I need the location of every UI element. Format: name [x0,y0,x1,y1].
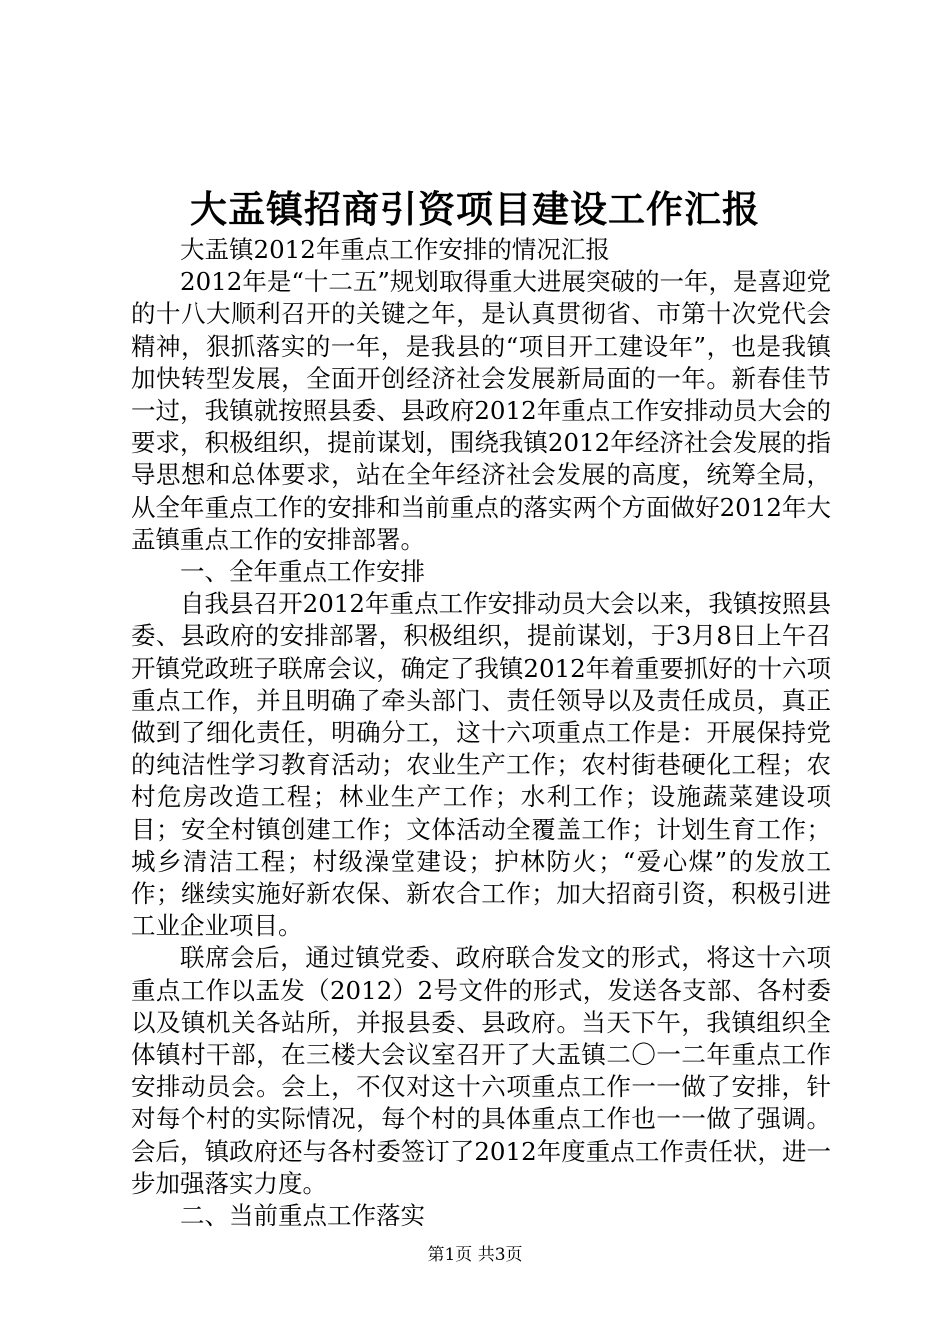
section-heading-1: 一、全年重点工作安排 [180,557,425,587]
subtitle-paragraph: 大盂镇2012年重点工作安排的情况汇报 [180,235,610,264]
section-1-paragraph-2: 联席会后，通过镇党委、政府联合发文的形式，将这十六项重点工作以盂发（2012）2号文件的形式，发送各支部、各村委以及镇机关各站所，并报县委、县政府。当天下午，我镇组织全体镇村干部，在三楼大会议室召开了大盂镇二〇一二年重点工作安排动员会。会上，不仅对这十六项重点工作一一做了安排，针对每个村的实际情况，每个村的具体重点工作也一一做了强调。会后，镇政府还与各村委签订了2012年度重点工作责任状，进一步加强落实力度。 [131,943,831,1198]
page-footer: 第1页 共3页 [427,1245,523,1265]
section-1-paragraph-1: 自我县召开2012年重点工作安排动员大会以来，我镇按照县委、县政府的安排部署，积极组织，提前谋划，于3月8日上午召开镇党政班子联席会议，确定了我镇2012年着重要抓好的十六项重点工作，并且明确了牵头部门、责任领导以及责任成员，真正做到了细化责任，明确分工，这十六项重点工作是：开展保持党的纯洁性学习教育活动；农业生产工作；农村街巷硬化工程；农村危房改造工程；林业生产工作；水利工作；设施蔬菜建设项目；安全村镇创建工作；文体活动全覆盖工作；计划生育工作；城乡清洁工程；村级澡堂建设；护林防火；“爱心煤”的发放工作；继续实施好新农保、新农合工作；加大招商引资，积极引进工业企业项目。 [131,589,831,941]
intro-paragraph: 2012年是“十二五”规划取得重大进展突破的一年，是喜迎党的十八大顺利召开的关键之年，是认真贯彻省、市第十次党代会精神，狠抓落实的一年，是我县的“项目开工建设年”，也是我镇加快转型发展，全面开创经济社会发展新局面的一年。新春佳节一过，我镇就按照县委、县政府2012年重点工作安排动员大会的要求，积极组织，提前谋划，围绕我镇2012年经济社会发展的指导思想和总体要求，站在全年经济社会发展的高度，统筹全局，从全年重点工作的安排和当前重点的落实两个方面做好2012年大盂镇重点工作的安排部署。 [131,267,831,554]
document-body [131,234,831,1232]
document-title: 大盂镇招商引资项目建设工作汇报 [190,187,760,231]
section-heading-2: 二、当前重点工作落实 [180,1201,425,1231]
